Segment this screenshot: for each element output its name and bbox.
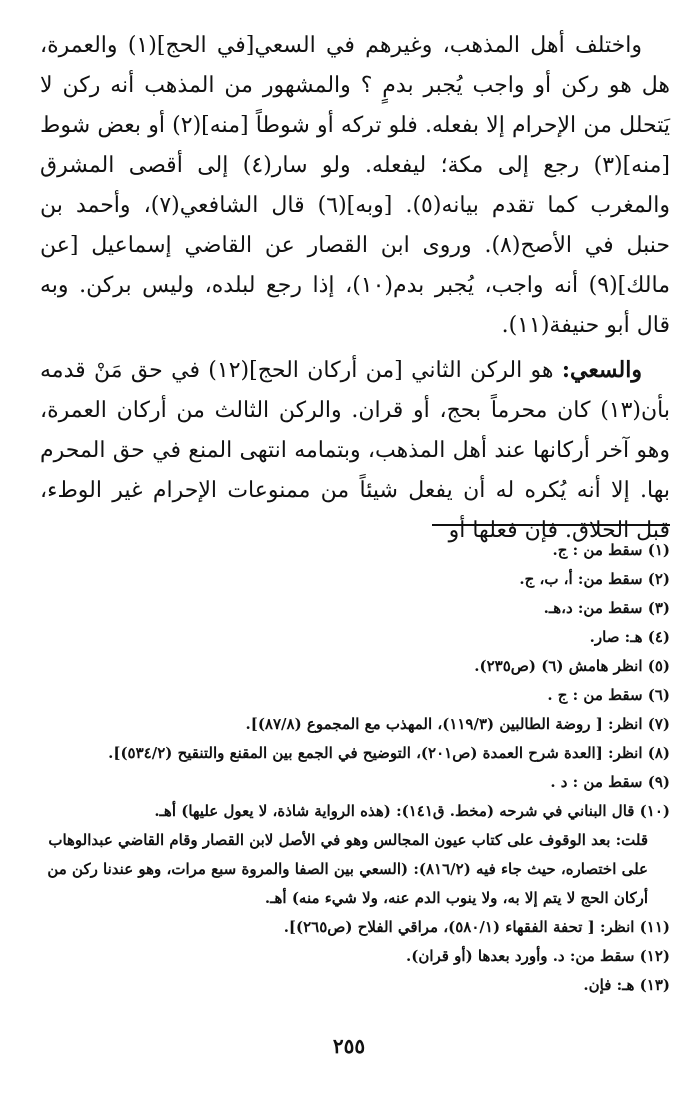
footnote-13: (١٣) هـ: فإن. bbox=[583, 976, 670, 994]
footnotes-list bbox=[40, 536, 670, 1000]
footnote-10 bbox=[40, 797, 670, 913]
footnote-6: (٦) سقط من : ج . bbox=[547, 686, 670, 704]
footnote-7: (٧) انظر: [ روضة الطالبين (١١٩/٣)، المهذب مع المجموع (٨٧/٨)]. bbox=[245, 715, 670, 733]
footnote-1: (١) سقط من : ج. bbox=[552, 541, 670, 559]
footnote-4: (٤) هـ: صار. bbox=[589, 628, 670, 646]
footnote-10-text: (١٠) قال البناني في شرحه (مخط. ق١٤١): (هذه الرواية شاذة، لا يعول عليها) أهـ. bbox=[154, 802, 670, 820]
paragraph-2-text: هو الركن الثاني [من أركان الحج](١٢) في حق مَنْ قدمه بأن(١٣) كان محرماً بحج، أو قران. والركن الثالث من أركان العمرة، وهو آخر أركانها عند أهل المذهب، وبتمامه انتهى المنع في حق المحرم بها. إلا أنه يُكره له أن يفعل شيئاً من ممنوعات الإحرام غير الوطء، قبل الحلاق. فإن فعلها أو bbox=[40, 358, 670, 543]
footnote-8: (٨) انظر: [العدة شرح العمدة (ص٢٠١)، التوضيح في الجمع بين المقنع والتنقيح (٥٣٤/٢)]. bbox=[108, 744, 670, 762]
footnote-5: (٥) انظر هامش (٦) (ص٢٣٥). bbox=[474, 657, 670, 675]
footnote-10-continuation: قلت: بعد الوقوف على كتاب عيون المجالس وهو في الأصل لابن القصار وقام القاضي عبدالوهاب على اختصاره، حيث جاء فيه (٨١٦/٢): (السعي بين الصفا والمروة سبع مرات، وهو عندنا ركن من أركان الحج لا يتم إلا به، ولا ينوب الدم عنه، ولا شيء منه) أهـ. bbox=[47, 831, 648, 907]
footnote-2: (٢) سقط من: أ، ب، ج. bbox=[519, 570, 670, 588]
paragraph-1-text: واختلف أهل المذهب، وغيرهم في السعي[في الحج](١) والعمرة، هل هو ركن أو واجب يُجبر بدمٍ ؟ والمشهور من المذهب أنه ركن لا يَتحلل من الإحرام إلا بفعله. فلو تركه أو شوطاً [منه](٢) أو بعض شوط [منه](٣) رجع إلى مكة؛ ليفعله. ولو سار(٤) إلى أقصى المشرق والمغرب كما تقدم بيانه(٥). [وبه](٦) قال الشافعي(٧)، وأحمد بن حنبل في الأصح(٨). وروى ابن القصار عن القاضي إسماعيل [عن مالك](٩) أنه واجب، يُجبر بدم(١٠)، إذا رجع لبلده، وليس بركن. وبه قال أبو حنيفة(١١). bbox=[40, 33, 670, 338]
main-text bbox=[40, 26, 670, 551]
paragraph-2-lead: والسعي: bbox=[561, 357, 642, 383]
footnote-3: (٣) سقط من: د،هـ. bbox=[543, 599, 670, 617]
paragraph-1 bbox=[40, 26, 670, 346]
footnote-11: (١١) انظر: [ تحفة الفقهاء (٥٨٠/١)، مراقي الفلاح (ص٢٦٥)]. bbox=[283, 918, 670, 936]
footnote-divider bbox=[432, 524, 670, 526]
page-number: ٢٥٥ bbox=[332, 1034, 366, 1058]
footnote-12: (١٢) سقط من: د. وأورد بعدها (أو قران). bbox=[406, 947, 670, 965]
footnote-9: (٩) سقط من : د . bbox=[550, 773, 670, 791]
paragraph-2 bbox=[40, 350, 670, 551]
